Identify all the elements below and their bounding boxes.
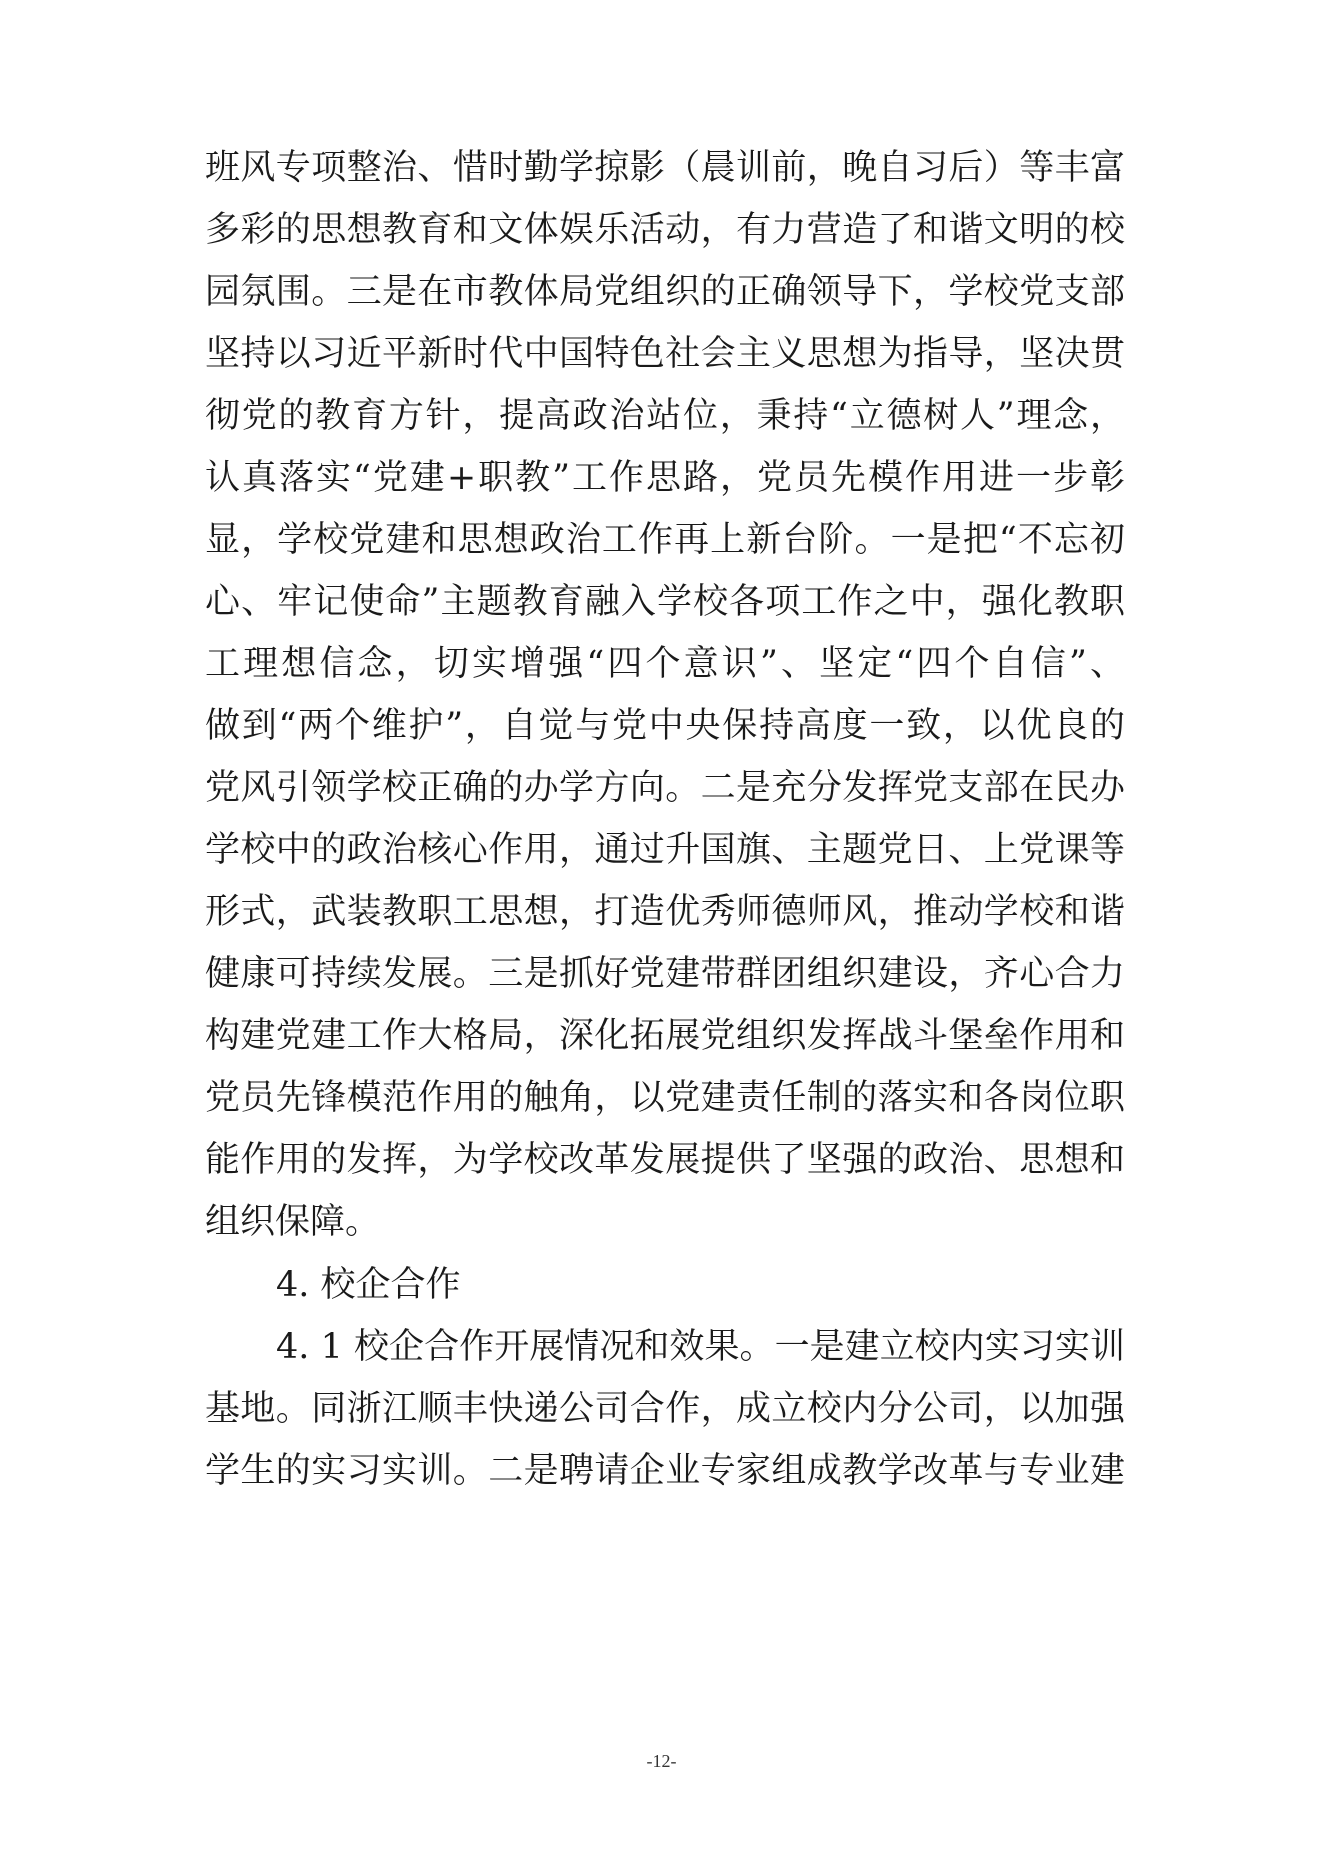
- body-line: 组织保障。: [205, 1202, 381, 1242]
- body-line: 做到“两个维护”，自觉与党中央保持高度一致，以优良的: [205, 706, 1125, 746]
- subsection-line: 4. 1 校企合作开展情况和效果。一是建立校内实习实训: [276, 1327, 1125, 1367]
- body-line: 园氛围。三是在市教体局党组织的正确领导下，学校党支部: [205, 272, 1125, 312]
- body-line: 党风引领学校正确的办学方向。二是充分发挥党支部在民办: [205, 768, 1125, 808]
- body-line: 彻党的教育方针，提高政治站位，秉持“立德树人”理念，: [205, 396, 1125, 436]
- body-line: 学校中的政治核心作用，通过升国旗、主题党日、上党课等: [205, 830, 1125, 870]
- body-line: 形式，武装教职工思想，打造优秀师德师风，推动学校和谐: [205, 892, 1125, 932]
- body-line: 认真落实“党建+职教”工作思路，党员先模作用进一步彰: [205, 458, 1125, 498]
- body-line: 多彩的思想教育和文体娱乐活动，有力营造了和谐文明的校: [205, 210, 1125, 250]
- body-line: 显，学校党建和思想政治工作再上新台阶。一是把“不忘初: [205, 520, 1125, 560]
- body-line: 坚持以习近平新时代中国特色社会主义思想为指导，坚决贯: [205, 334, 1125, 374]
- page-number: -12-: [646, 1751, 677, 1771]
- body-line: 健康可持续发展。三是抓好党建带群团组织建设，齐心合力: [205, 954, 1125, 994]
- body-line: 构建党建工作大格局，深化拓展党组织发挥战斗堡垒作用和: [205, 1016, 1125, 1056]
- body-line: 能作用的发挥，为学校改革发展提供了坚强的政治、思想和: [205, 1140, 1125, 1180]
- body-line: 党员先锋模范作用的触角，以党建责任制的落实和各岗位职: [205, 1078, 1125, 1118]
- section-heading: 4. 校企合作: [276, 1265, 461, 1305]
- subsection-line: 基地。同浙江顺丰快递公司合作，成立校内分公司，以加强: [205, 1389, 1125, 1429]
- body-line: 心、牢记使命”主题教育融入学校各项工作之中，强化教职: [205, 582, 1125, 622]
- subsection-line: 学生的实习实训。二是聘请企业专家组成教学改革与专业建: [205, 1451, 1125, 1491]
- body-line: 班风专项整治、惜时勤学掠影（晨训前，晚自习后）等丰富: [205, 148, 1125, 188]
- body-line: 工理想信念，切实增强“四个意识”、坚定“四个自信”、: [205, 644, 1125, 684]
